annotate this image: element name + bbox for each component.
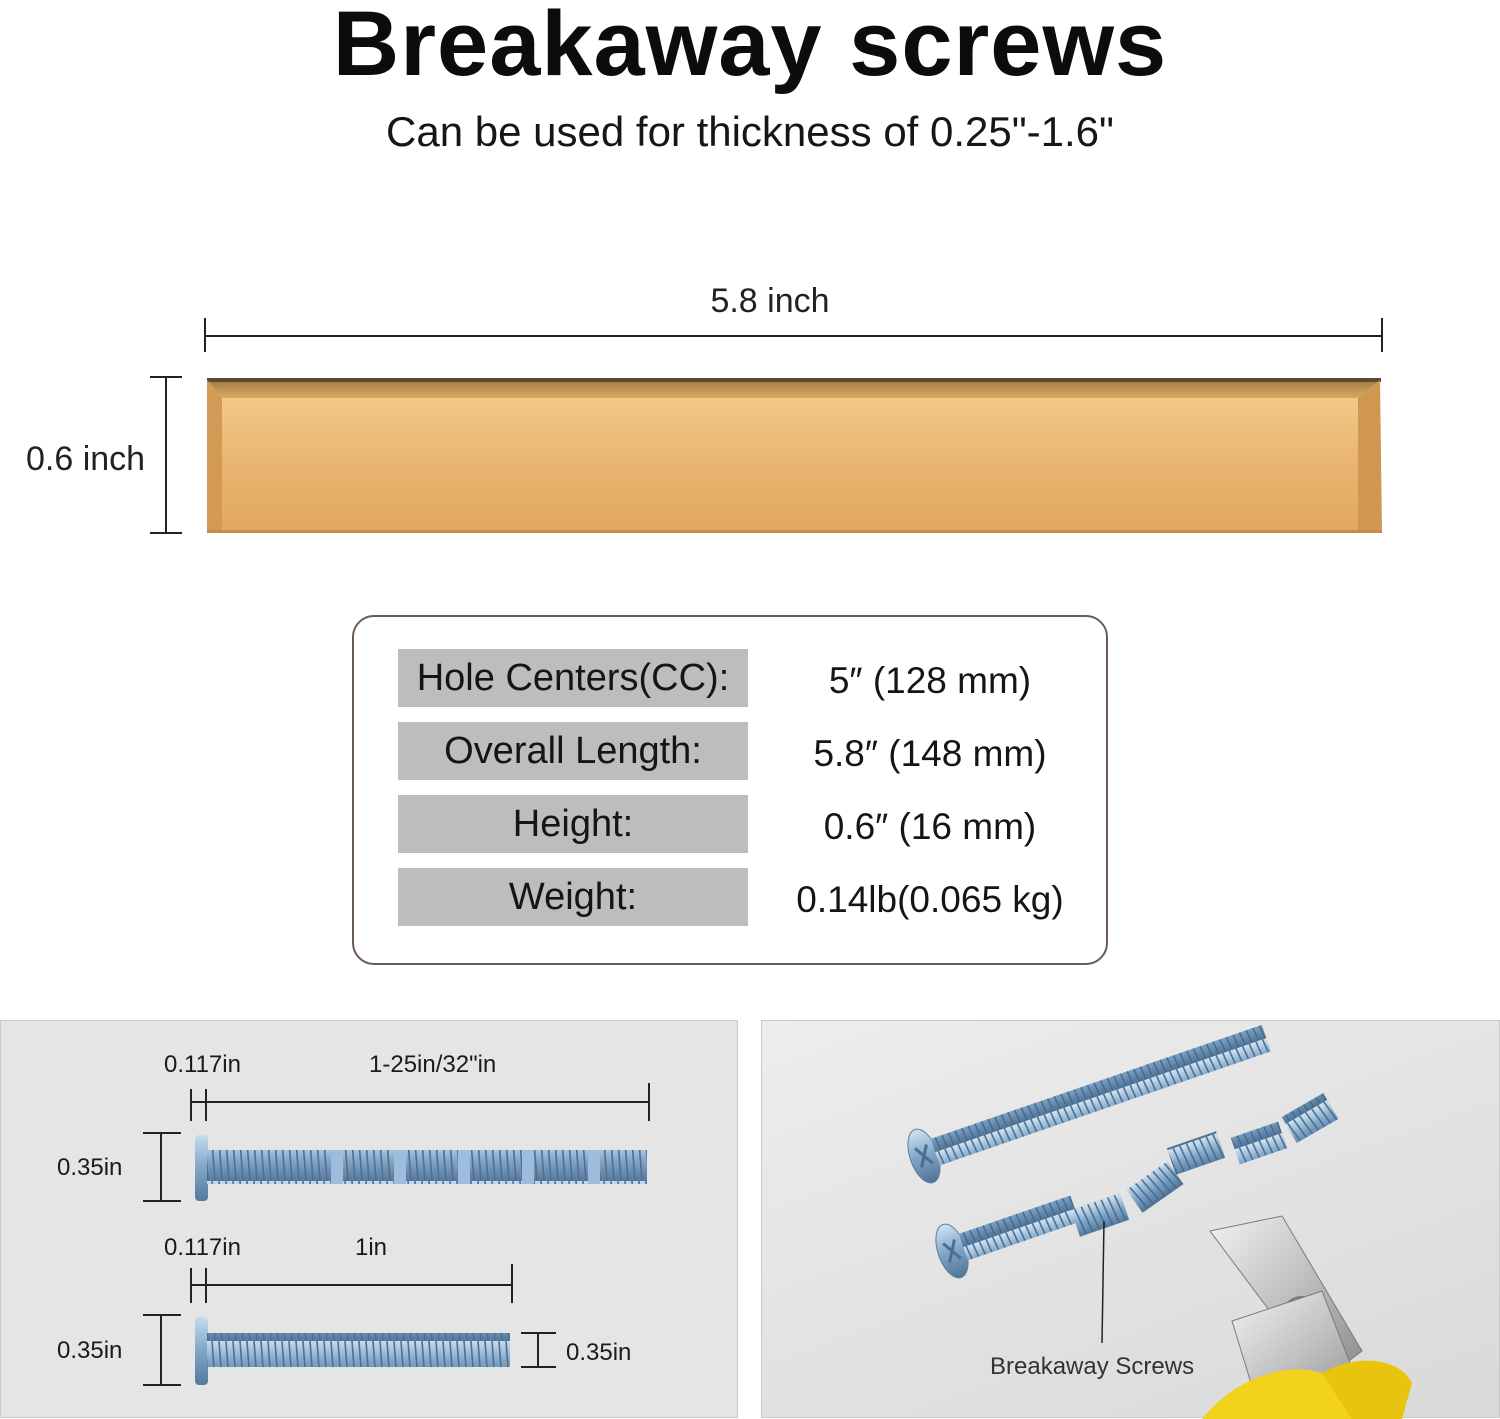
long-screw-head-label: 0.117in (164, 1051, 241, 1078)
spec-value-height: 0.6″ (16 mm) (823, 806, 1037, 847)
photo-breakaway-pieces (1071, 1093, 1338, 1237)
width-label: 5.8 inch (710, 282, 830, 320)
page-subtitle: Can be used for thickness of 0.25"-1.6" (386, 108, 1114, 155)
spec-label-hole-centers: Hole Centers(CC): (398, 649, 748, 707)
spec-label-weight: Weight: (398, 868, 748, 926)
spec-label-overall-length: Overall Length: (398, 722, 748, 780)
spec-value-weight: 0.14lb(0.065 kg) (796, 879, 1064, 920)
short-screw-length-label: 1in (355, 1234, 388, 1261)
photo-short-screw (930, 1182, 1084, 1282)
page-title: Breakaway screws (332, 0, 1168, 95)
width-dimension-line (205, 318, 1382, 352)
product-photo-panel (761, 1020, 1500, 1418)
handle-bar-image (207, 378, 1382, 533)
callout-line (1102, 1221, 1104, 1343)
photo-pliers (1202, 1216, 1412, 1419)
photo-long-screw (902, 1021, 1276, 1187)
long-screw-image (195, 1135, 647, 1201)
long-screw-length-label: 1-25in/32"in (369, 1051, 497, 1078)
short-screw-spacer-label: 0.35in (566, 1339, 632, 1366)
height-dimension-line (150, 377, 182, 533)
screw-dimension-panel (0, 1020, 738, 1418)
breakaway-screws-callout: Breakaway Screws (990, 1353, 1195, 1380)
long-screw-diameter-label: 0.35in (57, 1154, 123, 1181)
height-label: 0.6 inch (26, 440, 146, 478)
spec-value-overall-length: 5.8″ (148 mm) (813, 733, 1047, 774)
spec-label-height: Height: (398, 795, 748, 853)
short-screw-image (195, 1317, 510, 1385)
spec-value-hole-centers: 5″ (128 mm) (828, 660, 1032, 701)
short-screw-diameter-label: 0.35in (57, 1337, 123, 1364)
short-screw-head-label: 0.117in (164, 1234, 241, 1261)
